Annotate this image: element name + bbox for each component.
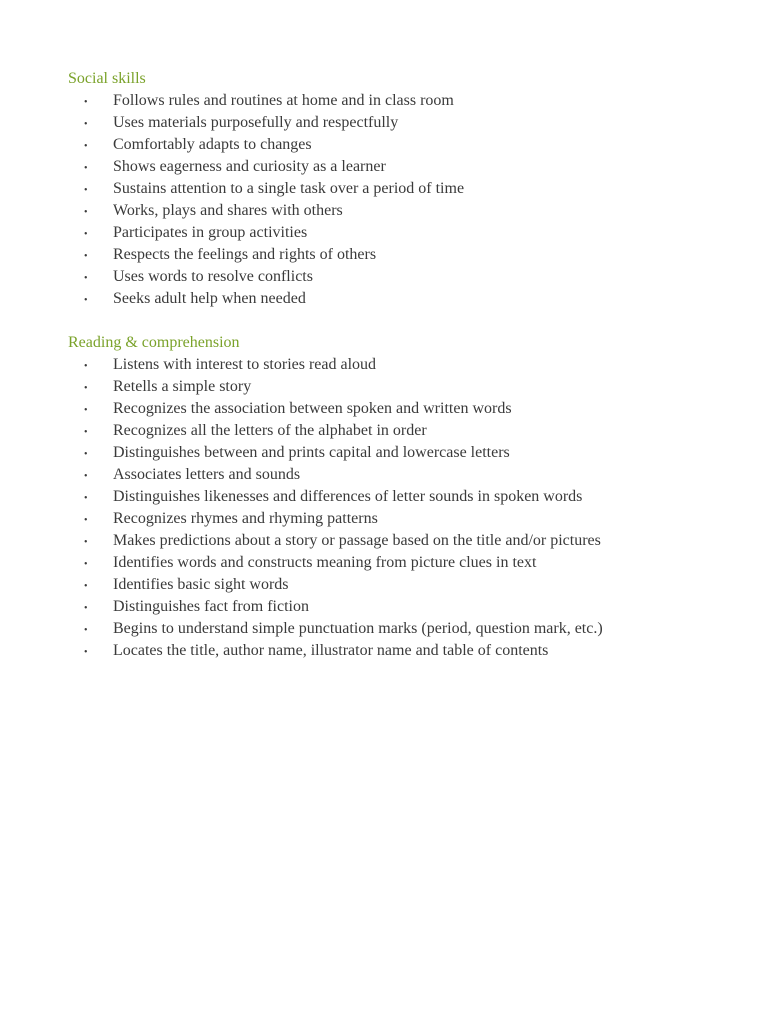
list-item — [68, 530, 673, 552]
list-item-text: Participates in group activities — [113, 224, 308, 241]
list-item-text: Distinguishes fact from fiction — [113, 598, 309, 615]
bullet-icon: • — [84, 405, 88, 416]
bullet-list — [68, 90, 708, 310]
list-item-text: Makes predictions about a story or passage based on the title and/or pictures — [113, 532, 601, 549]
section-heading: Reading & comprehension — [68, 334, 240, 351]
bullet-icon: • — [84, 97, 88, 108]
bullet-icon: • — [84, 273, 88, 284]
list-item — [68, 596, 673, 618]
list-item-text: Respects the feelings and rights of others — [113, 246, 377, 263]
bullet-icon: • — [84, 581, 88, 592]
bullet-list — [68, 354, 708, 662]
list-item — [68, 288, 673, 310]
bullet-icon: • — [84, 603, 88, 614]
list-item-text: Distinguishes between and prints capital and lowercase letters — [113, 444, 510, 461]
list-item — [68, 486, 673, 508]
list-item — [68, 244, 673, 266]
bullet-icon: • — [84, 625, 88, 636]
list-item-text: Works, plays and shares with others — [113, 202, 343, 219]
list-item-text: Recognizes rhymes and rhyming patterns — [113, 510, 378, 527]
list-item-text: Uses words to resolve conflicts — [113, 268, 313, 285]
list-item — [68, 552, 673, 574]
list-item — [68, 574, 673, 596]
list-item — [68, 222, 673, 244]
bullet-icon: • — [84, 141, 88, 152]
bullet-icon: • — [84, 647, 88, 658]
list-item — [68, 134, 673, 156]
list-item-text: Comfortably adapts to changes — [113, 136, 312, 153]
section-social-skills — [68, 68, 708, 310]
list-item — [68, 90, 673, 112]
list-item-text: Follows rules and routines at home and in class room — [113, 92, 454, 109]
list-item-text: Listens with interest to stories read aloud — [113, 356, 377, 373]
bullet-icon: • — [84, 251, 88, 262]
bullet-icon: • — [84, 537, 88, 548]
bullet-icon: • — [84, 185, 88, 196]
bullet-icon: • — [84, 163, 88, 174]
list-item — [68, 464, 673, 486]
list-item-text: Associates letters and sounds — [113, 466, 301, 483]
list-item — [68, 640, 673, 662]
list-item — [68, 420, 673, 442]
bullet-icon: • — [84, 361, 88, 372]
list-item — [68, 156, 673, 178]
list-item — [68, 354, 673, 376]
list-item — [68, 618, 673, 640]
list-item-text: Sustains attention to a single task over a period of time — [113, 180, 465, 197]
list-item-text: Seeks adult help when needed — [113, 290, 306, 307]
bullet-icon: • — [84, 207, 88, 218]
bullet-icon: • — [84, 515, 88, 526]
list-item — [68, 112, 673, 134]
list-item-text: Retells a simple story — [113, 378, 252, 395]
bullet-icon: • — [84, 449, 88, 460]
bullet-icon: • — [84, 383, 88, 394]
list-item-text: Distinguishes likenesses and differences of letter sounds in spoken words — [113, 488, 583, 505]
list-item-text: Recognizes all the letters of the alphabet in order — [113, 422, 427, 439]
list-item — [68, 376, 673, 398]
list-item-text: Begins to understand simple punctuation marks (period, question mark, etc.) — [113, 620, 603, 637]
list-item — [68, 442, 673, 464]
bullet-icon: • — [84, 119, 88, 130]
list-item — [68, 200, 673, 222]
list-item — [68, 266, 673, 288]
bullet-icon: • — [84, 427, 88, 438]
list-item — [68, 508, 673, 530]
bullet-icon: • — [84, 229, 88, 240]
section-reading-comprehension — [68, 332, 708, 662]
bullet-icon: • — [84, 471, 88, 482]
bullet-icon: • — [84, 493, 88, 504]
bullet-icon: • — [84, 295, 88, 306]
section-heading: Social skills — [68, 70, 146, 87]
list-item-text: Identifies basic sight words — [113, 576, 289, 593]
list-item-text: Locates the title, author name, illustrator name and table of contents — [113, 642, 549, 659]
list-item — [68, 398, 673, 420]
list-item-text: Uses materials purposefully and respectfully — [113, 114, 399, 131]
list-item — [68, 178, 673, 200]
bullet-icon: • — [84, 559, 88, 570]
list-item-text: Shows eagerness and curiosity as a learner — [113, 158, 386, 175]
list-item-text: Identifies words and constructs meaning from picture clues in text — [113, 554, 537, 571]
list-item-text: Recognizes the association between spoken and written words — [113, 400, 512, 417]
